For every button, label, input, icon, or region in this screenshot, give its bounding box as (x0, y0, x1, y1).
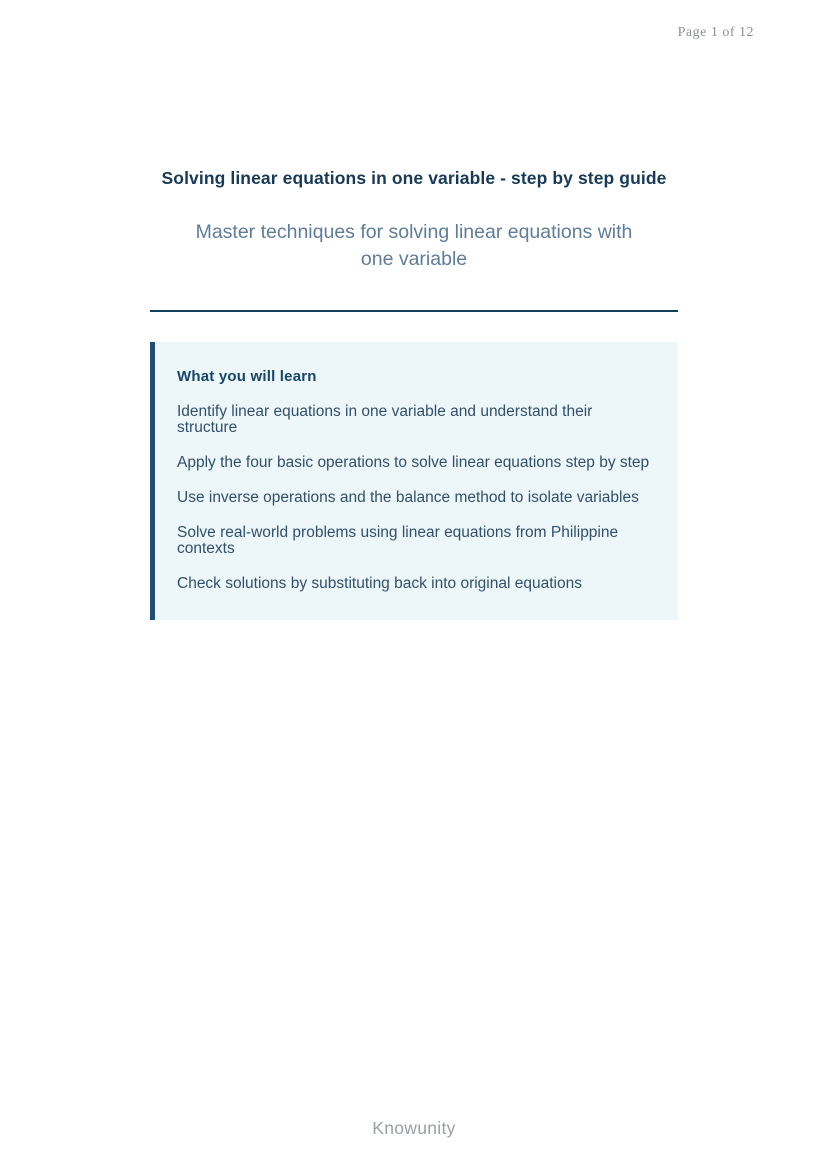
learn-objective-item: Check solutions by substituting back into original equations (177, 575, 582, 592)
learn-objective-item: Solve real-world problems using linear equations from Philippine contexts (177, 524, 619, 557)
learn-objective-item: Identify linear equations in one variable and understand their structure (177, 403, 593, 436)
brand-footer: Knowunity (372, 1118, 456, 1138)
learn-objective-item: Apply the four basic operations to solve linear equations step by step (177, 454, 650, 471)
page-number-indicator: Page 1 of 12 (677, 25, 754, 40)
section-divider (150, 310, 678, 312)
what-you-will-learn-box (150, 342, 678, 620)
learn-objectives-list (177, 404, 654, 592)
page-title: Solving linear equations in one variable - step by step guide (161, 168, 667, 188)
learn-box-heading: What you will learn (177, 368, 317, 385)
learn-objective-item: Use inverse operations and the balance method to isolate variables (177, 489, 639, 506)
page-subtitle: Master techniques for solving linear equations with one variable (195, 221, 633, 270)
